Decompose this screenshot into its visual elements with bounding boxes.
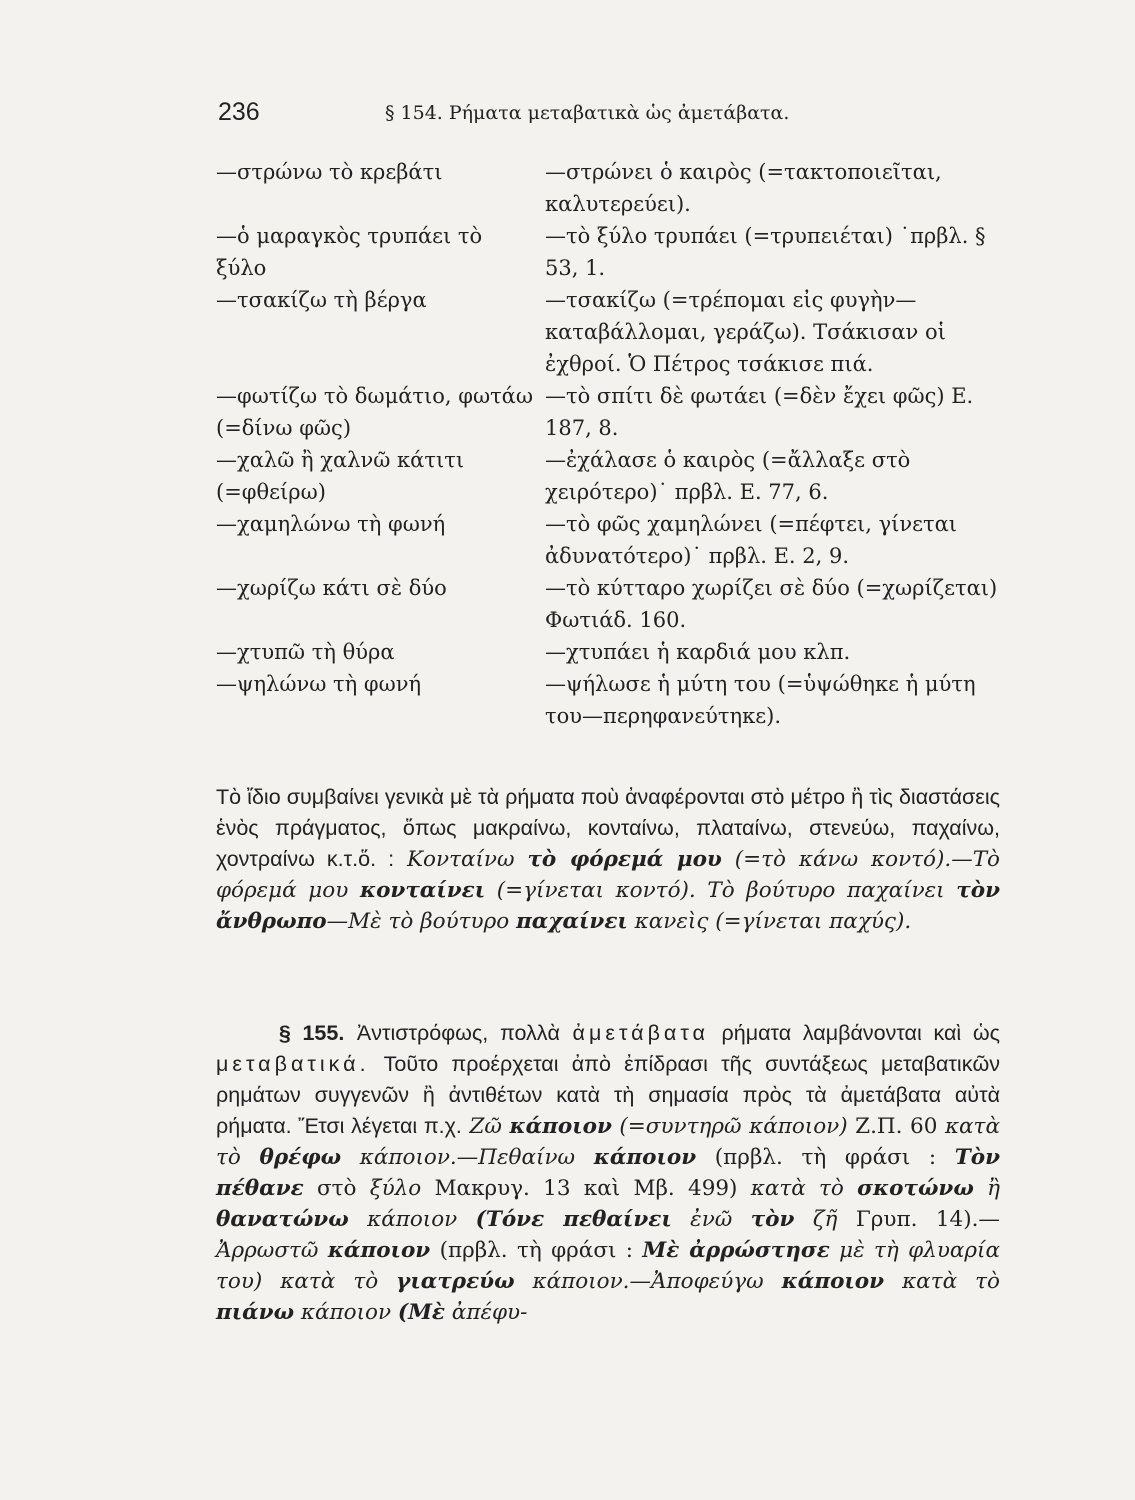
transitive-usage: —ὁ μαραγκὸς τρυπάει τὸ ξύλο xyxy=(216,224,483,280)
example: ἐνῶ xyxy=(690,1207,733,1232)
table-row xyxy=(216,284,1016,380)
transitive-usage: —χτυπῶ τὴ θύρα xyxy=(216,640,395,664)
example: κάποιον.—Ἀποφεύγω xyxy=(532,1269,764,1294)
example-emphasis: κάποιον xyxy=(593,1145,697,1170)
intransitive-usage: —τσακίζω (=τρέπομαι εἰς φυγὴν—καταβάλλομαι, γεράζω). Τσάκισαν οἱ ἐχθροί. Ὁ Πέτρος τσάκισε πιά. xyxy=(545,288,946,376)
example: ἀπέφυ- xyxy=(451,1300,528,1325)
citation: Γρυπ. 14).— xyxy=(855,1207,1000,1232)
example-emphasis: πιάνω xyxy=(216,1300,295,1325)
intransitive-usage: —ψήλωσε ἡ μύτη του (=ὑψώθηκε ἡ μύτη του—περηφανεύτηκε). xyxy=(545,672,976,728)
example: ξύλο xyxy=(369,1176,422,1201)
transitive-usage: —στρώνω τὸ κρεβάτι xyxy=(216,160,443,184)
example: (=γίνεται κοντό). Τὸ βούτυρο παχαίνει xyxy=(496,878,945,903)
example-emphasis: (Μὲ xyxy=(397,1300,445,1325)
intransitive-usage: —τὸ φῶς χαμηλώνει (=πέφτει, γίνεται ἀδυνατότερο)˙ πρβλ. Ε. 2, 9. xyxy=(545,512,958,568)
example: ἢ xyxy=(987,1176,1000,1201)
intransitive-usage: —ἐχάλασε ὁ καιρὸς (=ἄλλαξε στὸ χειρότερο)˙ πρβλ. Ε. 77, 6. xyxy=(545,448,911,504)
example-emphasis: Τὸν πέθανε xyxy=(216,1145,1001,1201)
example: Ἀρρωστῶ xyxy=(216,1238,319,1263)
example-emphasis: κονταίνει xyxy=(359,878,486,903)
example: κάποιον.—Πεθαίνω xyxy=(359,1145,576,1170)
intransitive-usage: —χτυπάει ἡ καρδιά μου κλπ. xyxy=(545,640,851,664)
table-row xyxy=(216,636,1016,668)
intransitive-usage: —τὸ σπίτι δὲ φωτάει (=δὲν ἔχει φῶς) Ε. 187, 8. xyxy=(545,384,974,440)
intransitive-usage: —στρώνει ὁ καιρὸς (=τακτοποιεῖται, καλυτερεύει). xyxy=(545,160,942,216)
body-text: Τὸ ἴδιο συμβαίνει γενικὰ μὲ τὰ ρήματα ποὺ ἀναφέρονται στὸ μέτρο ἢ τὶς διαστάσεις ἑνὸς πράγματος, ὅπως μακραίνω, κονταίνω, πλαταίνω, στενεύω, παχαίνω, χοντραίνω κ.τ.ὅ. : xyxy=(216,785,1000,871)
example-emphasis: (Τόνε πεθαίνει xyxy=(475,1207,672,1232)
example: Ζῶ xyxy=(469,1114,502,1139)
example: κατὰ τὸ xyxy=(902,1269,1000,1294)
transitive-usage: —φωτίζω τὸ δωμάτιο, φωτάω (=δίνω φῶς) xyxy=(216,384,533,440)
spaced-term: μεταβατικά. xyxy=(216,1052,370,1076)
paragraph-dimensions xyxy=(216,782,1000,937)
table-row xyxy=(216,668,1016,732)
table-row xyxy=(216,220,1016,284)
page-header xyxy=(218,98,1018,132)
example: μὲ τὴ φλυαρία του) xyxy=(216,1238,1000,1294)
citation: Μακρυγ. 13 καὶ Μβ. 499) xyxy=(434,1176,738,1201)
example: ζῆ xyxy=(812,1207,838,1232)
paragraph-section-155 xyxy=(216,1018,1000,1328)
body-text: Τοῦτο προέρχεται ἀπὸ ἐπίδρασι τῆς συντάξεως μεταβατικῶν ρημάτων συγγενῶν ἢ ἀντιθέτων κατὰ τὴ σημασία πρὸς τὰ ἀμετάβατα αὐτὰ ρήματα. Ἔτσι λέγεται π.χ. xyxy=(216,1052,1000,1138)
example-emphasis: σκοτώνω xyxy=(857,1176,974,1201)
example-emphasis: Μὲ ἀρρώστησε xyxy=(642,1238,830,1263)
example: κάποιον xyxy=(367,1207,458,1232)
example: Κονταίνω xyxy=(407,847,515,872)
example-emphasis: θανατώνω xyxy=(216,1207,349,1232)
table-row xyxy=(216,444,1016,508)
body-text: ρήματα λαμβάνονται καὶ ὡς xyxy=(721,1021,1001,1045)
table-row xyxy=(216,156,1016,220)
transitive-usage: —χαμηλώνω τὴ φωνή xyxy=(216,512,446,536)
example: —Μὲ τὸ βούτυρο xyxy=(326,909,510,934)
intransitive-usage: —τὸ κύτταρο χωρίζει σὲ δύο (=χωρίζεται) Φωτιάδ. 160. xyxy=(545,576,998,632)
citation: Ζ.Π. 60 xyxy=(855,1114,938,1139)
transitive-usage: —ψηλώνω τὴ φωνή xyxy=(216,672,422,696)
example-emphasis: κάποιον xyxy=(781,1269,885,1294)
verb-pairs-table xyxy=(216,156,1016,732)
table-row xyxy=(216,572,1016,636)
spaced-term: ἀμετάβατα xyxy=(572,1021,709,1045)
example-emphasis: θρέφω xyxy=(259,1145,342,1170)
example-emphasis: τὸν ἄνθρωπο xyxy=(216,878,1000,934)
example-emphasis: τὸν xyxy=(750,1207,795,1232)
example: (=συντηρῶ κάποιον) xyxy=(619,1114,848,1139)
transitive-usage: —χαλῶ ἢ χαλνῶ κάτιτι (=φθείρω) xyxy=(216,448,465,504)
example-emphasis: τὸ φόρεμά μου xyxy=(527,847,722,872)
example-emphasis: κάποιον xyxy=(327,1238,431,1263)
example: κατὰ τὸ xyxy=(216,1114,1000,1170)
section-number: § 155. xyxy=(278,1021,345,1045)
body-text: (πρβλ. τὴ φράσι : xyxy=(439,1238,634,1263)
example-emphasis: γιατρεύω xyxy=(396,1269,515,1294)
transitive-usage: —χωρίζω κάτι σὲ δύο xyxy=(216,576,447,600)
page-number: 236 xyxy=(218,98,260,126)
example: (=τὸ κάνω κοντό).—Τὸ φόρεμά μου xyxy=(216,847,1000,903)
example: κανεὶς (=γίνεται παχύς). xyxy=(634,909,912,934)
transitive-usage: —τσακίζω τὴ βέργα xyxy=(216,288,427,312)
example-emphasis: παχαίνει xyxy=(516,909,628,934)
intransitive-usage: —τὸ ξύλο τρυπάει (=τρυπειέται) ˙πρβλ. § 53, 1. xyxy=(545,224,986,280)
table-row xyxy=(216,508,1016,572)
example: κάποιον xyxy=(300,1300,392,1325)
table-row xyxy=(216,380,1016,444)
body-text: στὸ xyxy=(316,1176,357,1201)
example: κατὰ τὸ xyxy=(750,1176,844,1201)
running-title: § 154. Ρήματα μεταβατικὰ ὡς ἀμετάβατα. xyxy=(385,102,790,124)
example: κατὰ τὸ xyxy=(280,1269,379,1294)
body-text: Ἀντιστρόφως, πολλὰ xyxy=(356,1021,560,1045)
example-emphasis: κάποιον xyxy=(509,1114,612,1139)
body-text: (πρβλ. τὴ φράσι : xyxy=(714,1145,937,1170)
